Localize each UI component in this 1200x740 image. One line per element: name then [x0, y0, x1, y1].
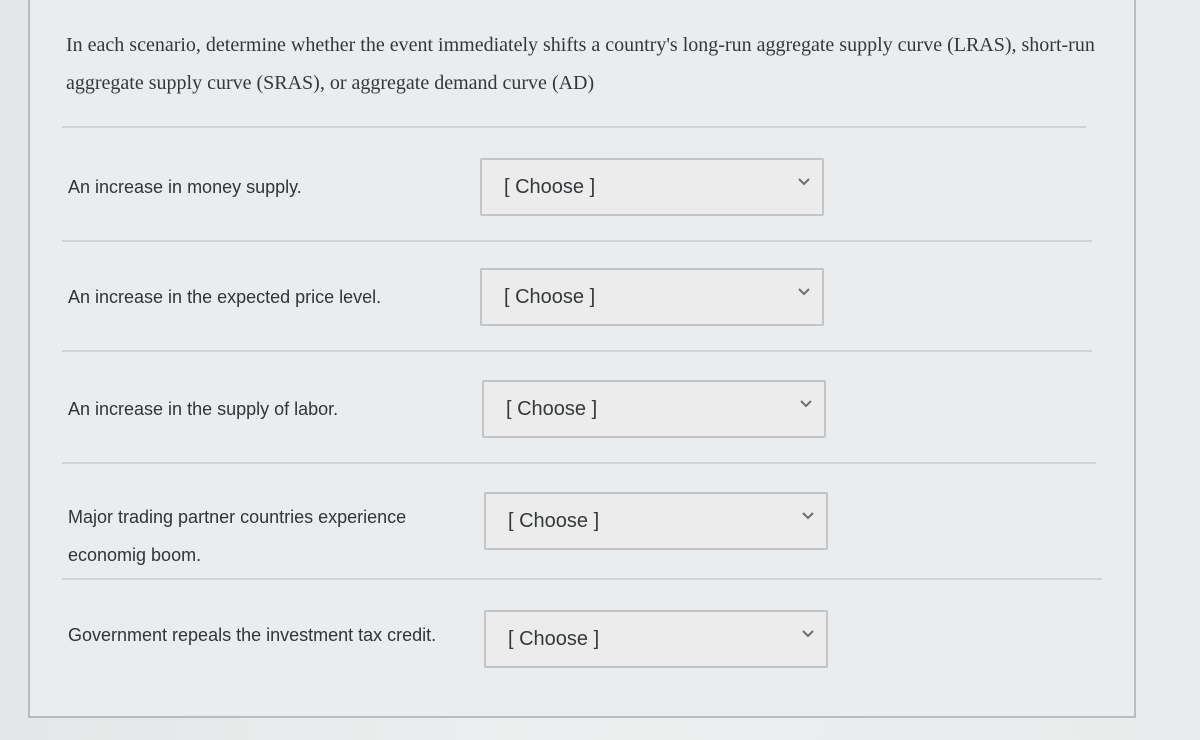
divider: [62, 126, 1086, 128]
chevron-down-icon: [798, 396, 814, 412]
dropdown-value: [ Choose ]: [504, 286, 596, 308]
divider: [62, 578, 1102, 580]
dropdown-value: [ Choose ]: [508, 628, 600, 650]
row-label: An increase in money supply.: [68, 177, 302, 197]
dropdown-value: [ Choose ]: [504, 176, 596, 198]
row-label: Government repeals the investment tax credit.: [68, 625, 437, 645]
chevron-down-icon: [796, 174, 812, 190]
choose-dropdown[interactable]: [484, 610, 828, 668]
divider: [62, 240, 1092, 242]
row-label: An increase in the supply of labor.: [68, 399, 339, 419]
divider: [62, 462, 1096, 464]
row-label: Major trading partner countries experience economig boom.: [68, 507, 407, 565]
dropdown-value: [ Choose ]: [508, 510, 600, 532]
chevron-down-icon: [800, 508, 816, 524]
chevron-down-icon: [796, 284, 812, 300]
dropdown-value: [ Choose ]: [506, 398, 598, 420]
chevron-down-icon: [800, 626, 816, 642]
choose-dropdown[interactable]: [480, 268, 824, 326]
divider: [62, 350, 1092, 352]
row-label: An increase in the expected price level.: [68, 287, 382, 307]
choose-dropdown[interactable]: [480, 158, 824, 216]
instruction-text: In each scenario, determine whether the event immediately shifts a country's long-run aggregate supply curve (LRAS), short-run aggregate supply curve (SRAS), or aggregate demand curve (AD): [66, 34, 1095, 94]
choose-dropdown[interactable]: [482, 380, 826, 438]
choose-dropdown[interactable]: [484, 492, 828, 550]
